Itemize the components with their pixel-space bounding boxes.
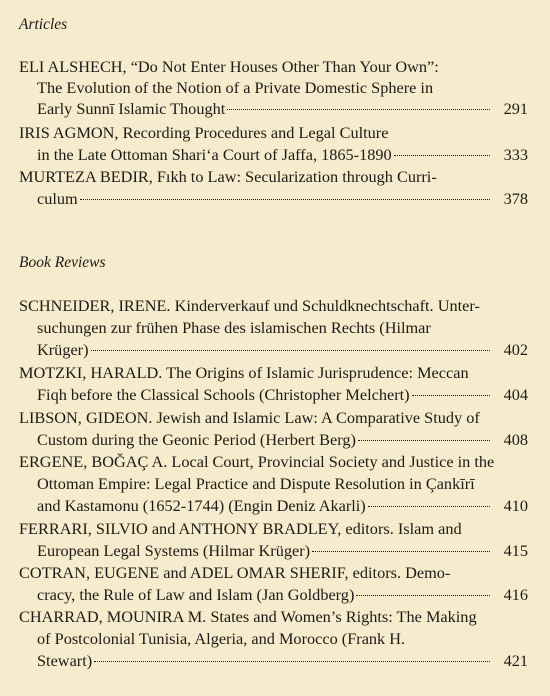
review-3-page: 408 xyxy=(503,430,528,449)
dot-leader xyxy=(368,505,490,507)
review-1-line-1: SCHNEIDER, IRENE. Kinderverkauf und Schuldknechtschaft. Unter- xyxy=(19,296,480,315)
review-6-last-line xyxy=(37,584,528,605)
dot-leader xyxy=(227,108,490,110)
review-4-last-line xyxy=(37,495,528,516)
article-2-page: 333 xyxy=(503,145,528,164)
dot-leader xyxy=(91,349,490,351)
review-2-last-line xyxy=(37,384,528,405)
review-1-line-3: Krüger) xyxy=(37,340,89,359)
review-1-line-2: suchungen zur frühen Phase des islamischen Rechts (Hilmar xyxy=(37,318,431,337)
dot-leader xyxy=(412,394,490,396)
dot-leader xyxy=(312,550,490,552)
review-3-line-1: LIBSON, GIDEON. Jewish and Islamic Law: A Comparative Study of xyxy=(19,408,480,427)
book-reviews-heading: Book Reviews xyxy=(19,254,106,271)
review-5-page: 415 xyxy=(503,541,528,560)
review-6-page: 416 xyxy=(503,585,528,604)
review-5-line-2: European Legal Systems (Hilmar Krüger) xyxy=(37,541,311,560)
article-1-line-1: ELI ALSHECH, “Do Not Enter Houses Other Than Your Own”: xyxy=(19,57,439,76)
article-2-last-line xyxy=(37,144,528,165)
review-4-line-1: ERGENE, BOĞAÇ A. Local Court, Provincial Society and Justice in the xyxy=(19,452,495,471)
review-4-page: 410 xyxy=(503,496,528,515)
review-7-line-3: Stewart) xyxy=(37,651,93,670)
dot-leader xyxy=(94,660,490,662)
review-5-last-line xyxy=(37,540,528,561)
dot-leader xyxy=(80,198,490,200)
review-7-last-line xyxy=(37,650,528,671)
article-3-line-1: MURTEZA BEDIR, Fıkh to Law: Secularization through Curri- xyxy=(19,167,437,186)
article-3-last-line xyxy=(37,188,528,209)
review-4-line-2: Ottoman Empire: Legal Practice and Dispute Resolution in Çankīrī xyxy=(37,474,475,493)
article-1-last-line xyxy=(37,98,528,119)
review-1-page: 402 xyxy=(503,340,528,359)
article-2-line-2: in the Late Ottoman Shari‘a Court of Jaffa, 1865-1890 xyxy=(37,145,392,164)
articles-heading: Articles xyxy=(19,16,68,33)
review-2-page: 404 xyxy=(503,385,528,404)
review-2-line-2: Fiqh before the Classical Schools (Christopher Melchert) xyxy=(37,385,410,404)
review-3-last-line xyxy=(37,429,528,450)
dot-leader xyxy=(394,154,490,156)
review-7-line-2: of Postcolonial Tunisia, Algeria, and Morocco (Frank H. xyxy=(37,629,406,648)
dot-leader xyxy=(358,439,490,441)
article-1-page: 291 xyxy=(503,99,528,118)
review-1-last-line xyxy=(37,339,528,360)
article-1-line-3: Early Sunnī Islamic Thought xyxy=(37,99,226,118)
review-7-line-1: CHARRAD, MOUNIRA M. States and Women’s Rights: The Making xyxy=(19,607,477,626)
article-3-page: 378 xyxy=(503,189,528,208)
review-6-line-1: COTRAN, EUGENE and ADEL OMAR SHERIF, editors. Demo- xyxy=(19,563,451,582)
review-2-line-1: MOTZKI, HARALD. The Origins of Islamic Jurisprudence: Meccan xyxy=(19,363,469,382)
review-4-line-3: and Kastamonu (1652-1744) (Engin Deniz Akarli) xyxy=(37,496,366,515)
dot-leader xyxy=(356,594,490,596)
article-2-line-1: IRIS AGMON, Recording Procedures and Legal Culture xyxy=(19,123,389,142)
review-5-line-1: FERRARI, SILVIO and ANTHONY BRADLEY, editors. Islam and xyxy=(19,519,462,538)
review-7-page: 421 xyxy=(503,651,528,670)
article-1-line-2: The Evolution of the Notion of a Private Domestic Sphere in xyxy=(37,78,434,97)
article-3-line-2: culum xyxy=(37,189,78,208)
review-3-line-2: Custom during the Geonic Period (Herbert Berg) xyxy=(37,430,356,449)
review-6-line-2: cracy, the Rule of Law and Islam (Jan Goldberg) xyxy=(37,585,355,604)
